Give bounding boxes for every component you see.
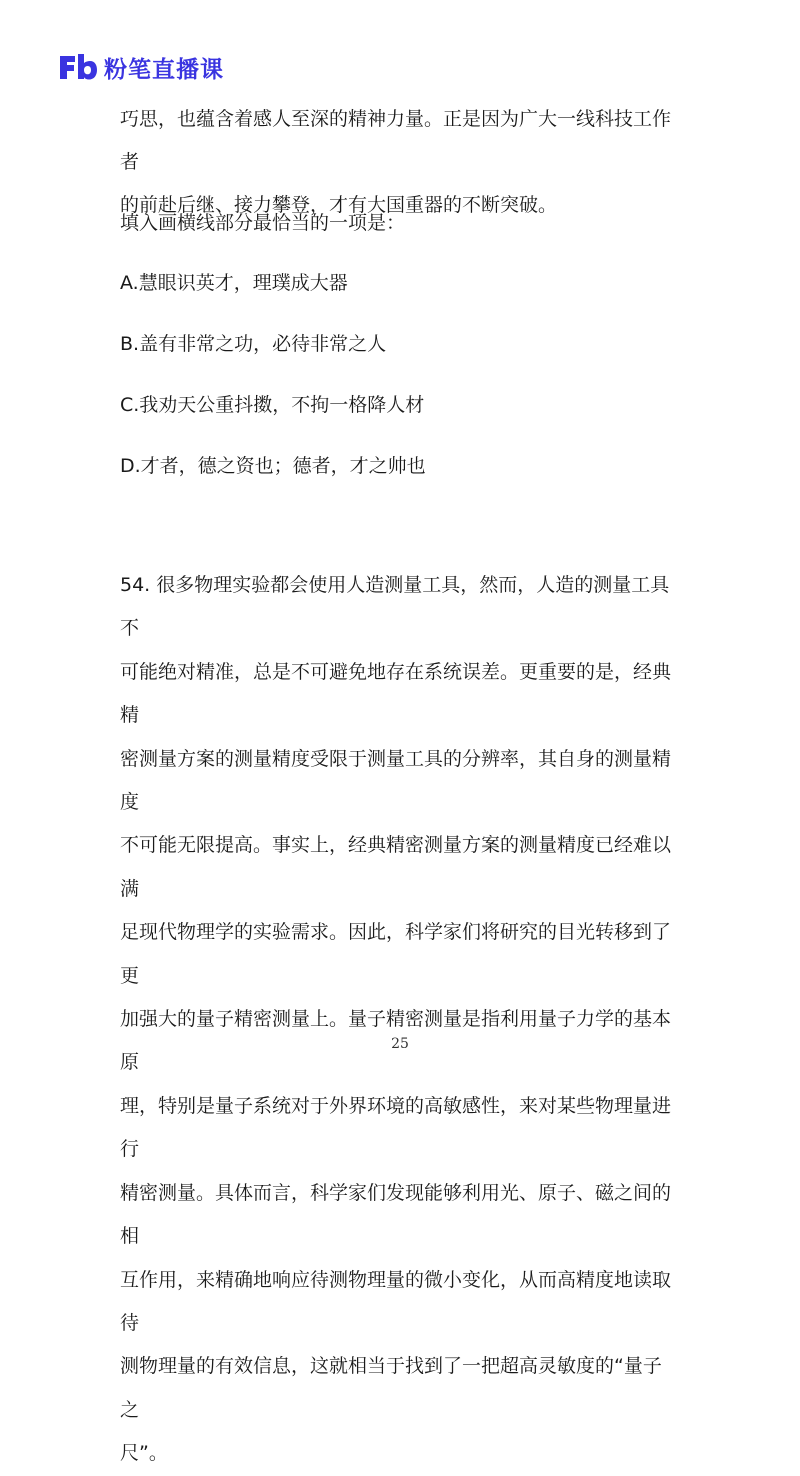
option-d: D.才者，德之资也；德者，才之帅也 [120, 455, 426, 477]
page-number: 25 [391, 1036, 409, 1052]
option-c: C.我劝天公重抖擞，不拘一格降人材 [120, 394, 425, 416]
page-header [58, 50, 224, 84]
fb-logo-icon [58, 52, 98, 82]
question-54-passage [120, 564, 680, 1476]
text-line: 理，特别是量子系统对于外界环境的高敏感性，来对某些物理量进行 [120, 1094, 672, 1161]
text-line: 尺”。 [120, 1442, 168, 1465]
text-line: 可能绝对精准，总是不可避免地存在系统误差。更重要的是，经典精 [120, 660, 672, 727]
text-line: 精密测量。具体而言，科学家们发现能够利用光、原子、磁之间的相 [120, 1181, 672, 1248]
text-line: 巧思，也蕴含着感人至深的精神力量。正是因为广大一线科技工作者 [120, 108, 672, 173]
text-line: 足现代物理学的实验需求。因此，科学家们将研究的目光转移到了更 [120, 921, 672, 987]
text-line: 加强大的量子精密测量上。量子精密测量是指利用量子力学的基本原 [120, 1008, 672, 1074]
text-line: 不可能无限提高。事实上，经典精密测量方案的测量精度已经难以满 [120, 834, 672, 900]
text-line: 测物理量的有效信息，这就相当于找到了一把超高灵敏度的“量子之 [120, 1355, 662, 1421]
text-line: 密测量方案的测量精度受限于测量工具的分辨率，其自身的测量精度 [120, 747, 672, 814]
option-b: B.盖有非常之功，必待非常之人 [120, 333, 387, 355]
text-line: 的前赴后继、接力攀登，才有大国重器的不断突破。 [120, 194, 558, 216]
question-prompt: 填入画横线部分最恰当的一项是： [120, 212, 406, 234]
text-line: 互作用，来精确地响应待测物理量的微小变化，从而高精度地读取待 [120, 1268, 672, 1334]
text-line: 54. 很多物理实验都会使用人造测量工具，然而，人造的测量工具不 [120, 574, 670, 640]
brand-title: 粉笔直播课 [104, 56, 224, 83]
option-a: A.慧眼识英才，理璞成大器 [120, 272, 348, 294]
